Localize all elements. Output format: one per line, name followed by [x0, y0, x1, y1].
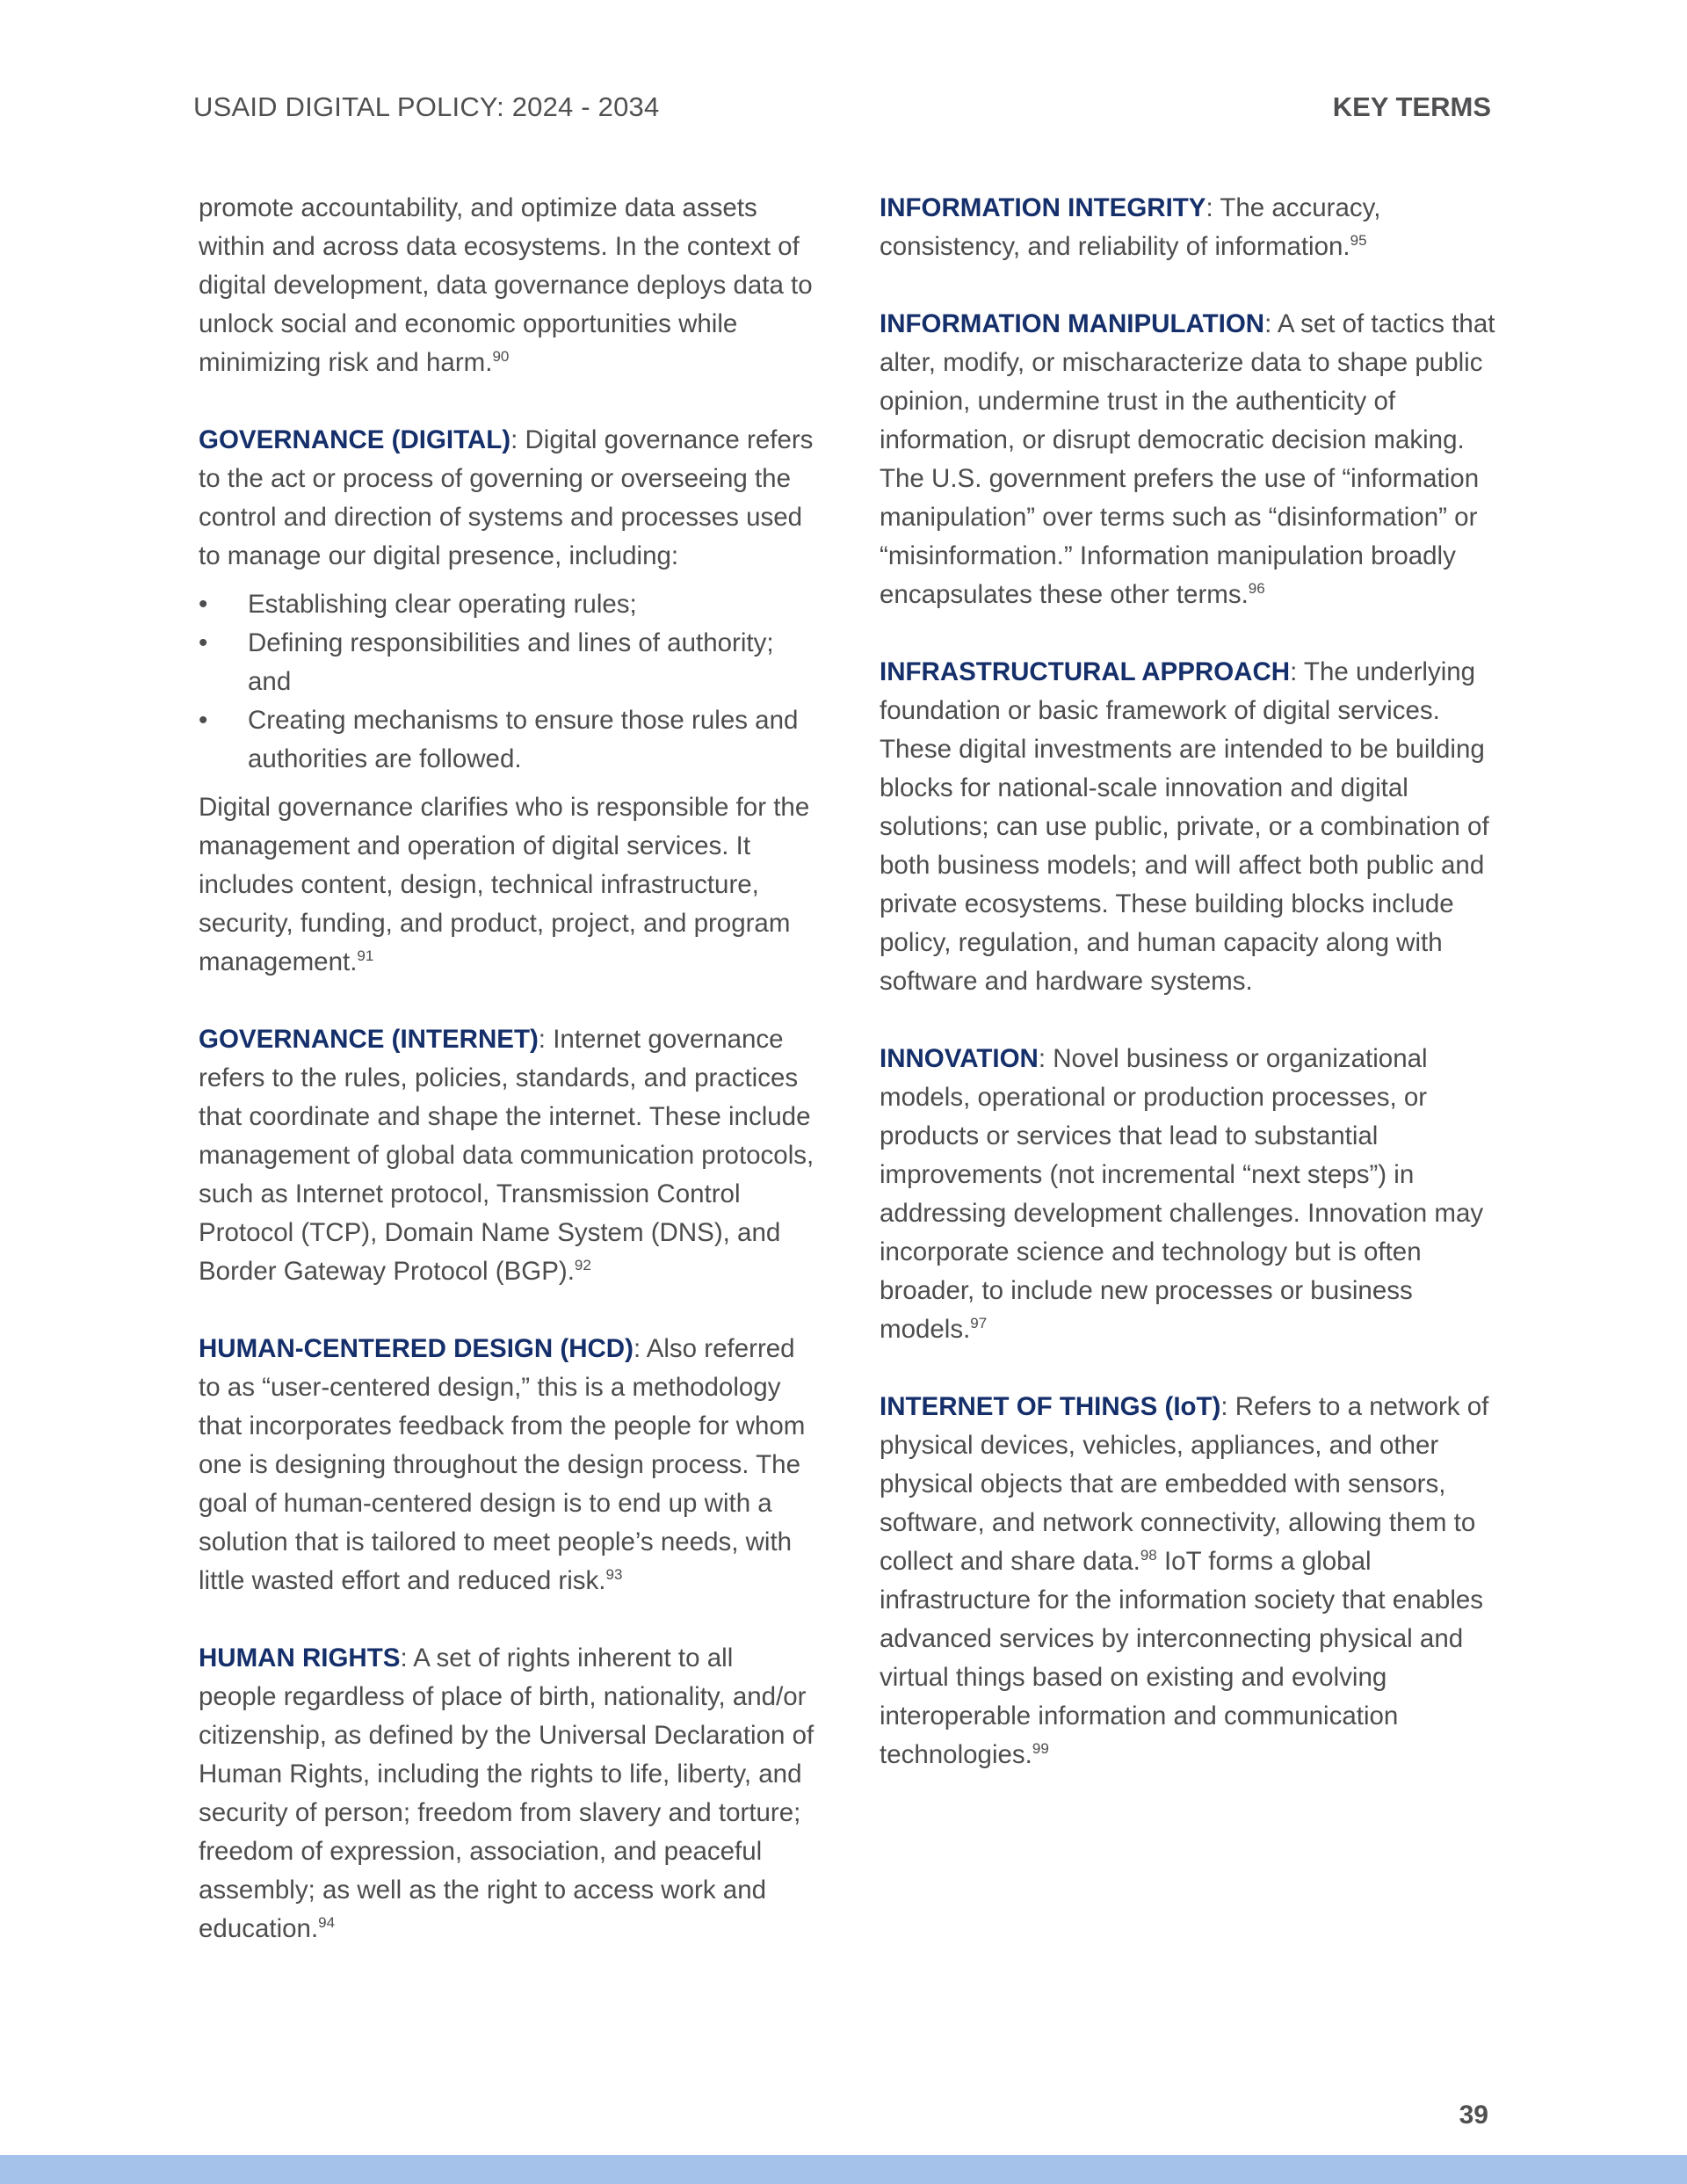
entry-governance-internet [199, 1020, 818, 1291]
footnote-ref: 92 [574, 1257, 591, 1273]
list-item: • Defining responsibilities and lines of authority; and [199, 624, 818, 701]
entry-text: GOVERNANCE (DIGITAL): Digital governance refers to the act or process of governing or overseeing the control and direction of systems and processes used to manage our digital presence, including: [199, 425, 814, 570]
page-number: 39 [1459, 2101, 1488, 2130]
term-heading: INFRASTRUCTURAL APPROACH [880, 657, 1291, 686]
footnote-ref: 90 [492, 348, 510, 365]
term-heading: INFORMATION MANIPULATION [880, 309, 1265, 338]
entry-text: Digital governance clarifies who is responsible for the management and operation of digital services. It includes content, design, technical infrastructure, security, funding, and product, project, and program management.$^{91}$ [199, 793, 810, 976]
term-heading: INTERNET OF THINGS (IoT) [880, 1392, 1221, 1421]
bullet-glyph: • [199, 706, 208, 735]
footnote-ref: 97 [970, 1315, 988, 1331]
entry-text: promote accountability, and optimize data assets within and across data ecosystems. In the context of digital development, data governance deploys data to unlock social and economic opportunities while minimizing risk and harm.$^{90}$ [199, 193, 813, 377]
entry-information-integrity [880, 189, 1499, 266]
term-heading: HUMAN RIGHTS [199, 1643, 401, 1672]
entry-governance-digital [199, 421, 818, 982]
entry-data-governance-continued [199, 189, 818, 382]
right-column [880, 189, 1499, 1813]
footnote-ref: 98 [1140, 1547, 1157, 1564]
footer-bar [0, 2155, 1687, 2184]
document-title: USAID DIGITAL POLICY: 2024 - 2034 [193, 91, 660, 122]
term-heading: GOVERNANCE (DIGITAL) [199, 425, 511, 454]
entry-innovation [880, 1040, 1499, 1349]
entry-text: HUMAN RIGHTS: A set of rights inherent to all people regardless of place of birth, nationality, and/or citizenship, as defined by the Universal Declaration of Human Rights, including the rights to life, liberty, and security of person; freedom from slavery and torture; freedom of expression, association, and peaceful assembly; as well as the right to access work and education.$^{94}$ [199, 1643, 815, 1943]
footnote-ref: 96 [1248, 580, 1265, 597]
entry-text: INNOVATION: Novel business or organizational models, operational or production processes, or products or services that lead to substantial improvements (not incremental “next steps”) in addressing development challenges. Innovation may incorporate science and technology but is often broader, to include new processes or business models.$^{97}$ [880, 1044, 1484, 1344]
entry-human-centered-design [199, 1330, 818, 1600]
left-column [199, 189, 818, 1987]
bullet-glyph: • [199, 590, 208, 619]
entry-information-manipulation [880, 305, 1499, 614]
entry-human-rights [199, 1639, 818, 1948]
list-item: • Establishing clear operating rules; [199, 585, 818, 624]
entry-text: INFRASTRUCTURAL APPROACH: The underlying foundation or basic framework of digital services. These digital investments are intended to be building blocks for national-scale innovation and digital solutions; can use public, private, or a combination of both business models; and will affect both public and private ecosystems. These building blocks include policy, regulation, and human capacity along with software and hardware systems. [880, 657, 1489, 996]
term-heading: GOVERNANCE (INTERNET) [199, 1025, 539, 1054]
entry-text: INFORMATION INTEGRITY: The accuracy, consistency, and reliability of information.$^{95}$ [880, 193, 1381, 261]
entry-text: INTERNET OF THINGS (IoT): Refers to a network of physical devices, vehicles, appliances, and other physical objects that are embedded with sensors, software, and network connectivity, allowing them to collect and share data.$^{98}$ IoT forms a global infrastructure for the information society that enables advanced services by interconnecting physical and virtual things based on existing and evolving interoperable information and communication technologies.$^{99}$ [880, 1392, 1489, 1769]
entry-internet-of-things [880, 1388, 1499, 1774]
footnote-ref: 91 [357, 947, 374, 964]
list-item: • Creating mechanisms to ensure those rules and authorities are followed. [199, 701, 818, 779]
bullet-list [199, 585, 818, 779]
footnote-ref: 95 [1350, 232, 1367, 249]
entry-infrastructural-approach [880, 653, 1499, 1001]
entry-text: INFORMATION MANIPULATION: A set of tactics that alter, modify, or mischaracterize data to shape public opinion, undermine trust in the authenticity of information, or disrupt democratic decision making. The U.S. government prefers the use of “information manipulation” over terms such as “disinformation” or “misinformation.” Information manipulation broadly encapsulates these other terms.$^{96}$ [880, 309, 1495, 609]
footnote-ref: 99 [1032, 1740, 1049, 1757]
term-heading: HUMAN-CENTERED DESIGN (HCD) [199, 1334, 634, 1363]
bullet-glyph: • [199, 628, 208, 657]
footnote-ref: 94 [318, 1914, 336, 1931]
term-heading: INNOVATION [880, 1044, 1039, 1073]
section-title: KEY TERMS [1332, 91, 1491, 122]
entry-text: GOVERNANCE (INTERNET): Internet governance refers to the rules, policies, standards, and practices that coordinate and shape the internet. These include management of global data communication protocols, such as Internet protocol, Transmission Control Protocol (TCP), Domain Name System (DNS), and Border Gateway Protocol (BGP).$^{92}$ [199, 1025, 815, 1286]
footnote-ref: 93 [605, 1566, 623, 1583]
term-heading: INFORMATION INTEGRITY [880, 193, 1206, 222]
entry-text: HUMAN-CENTERED DESIGN (HCD): Also referred to as “user-centered design,” this is a methodology that incorporates feedback from the people for whom one is designing throughout the design process. The goal of human-centered design is to end up with a solution that is tailored to meet people’s needs, with little wasted effort and reduced risk.$^{93}$ [199, 1334, 806, 1595]
